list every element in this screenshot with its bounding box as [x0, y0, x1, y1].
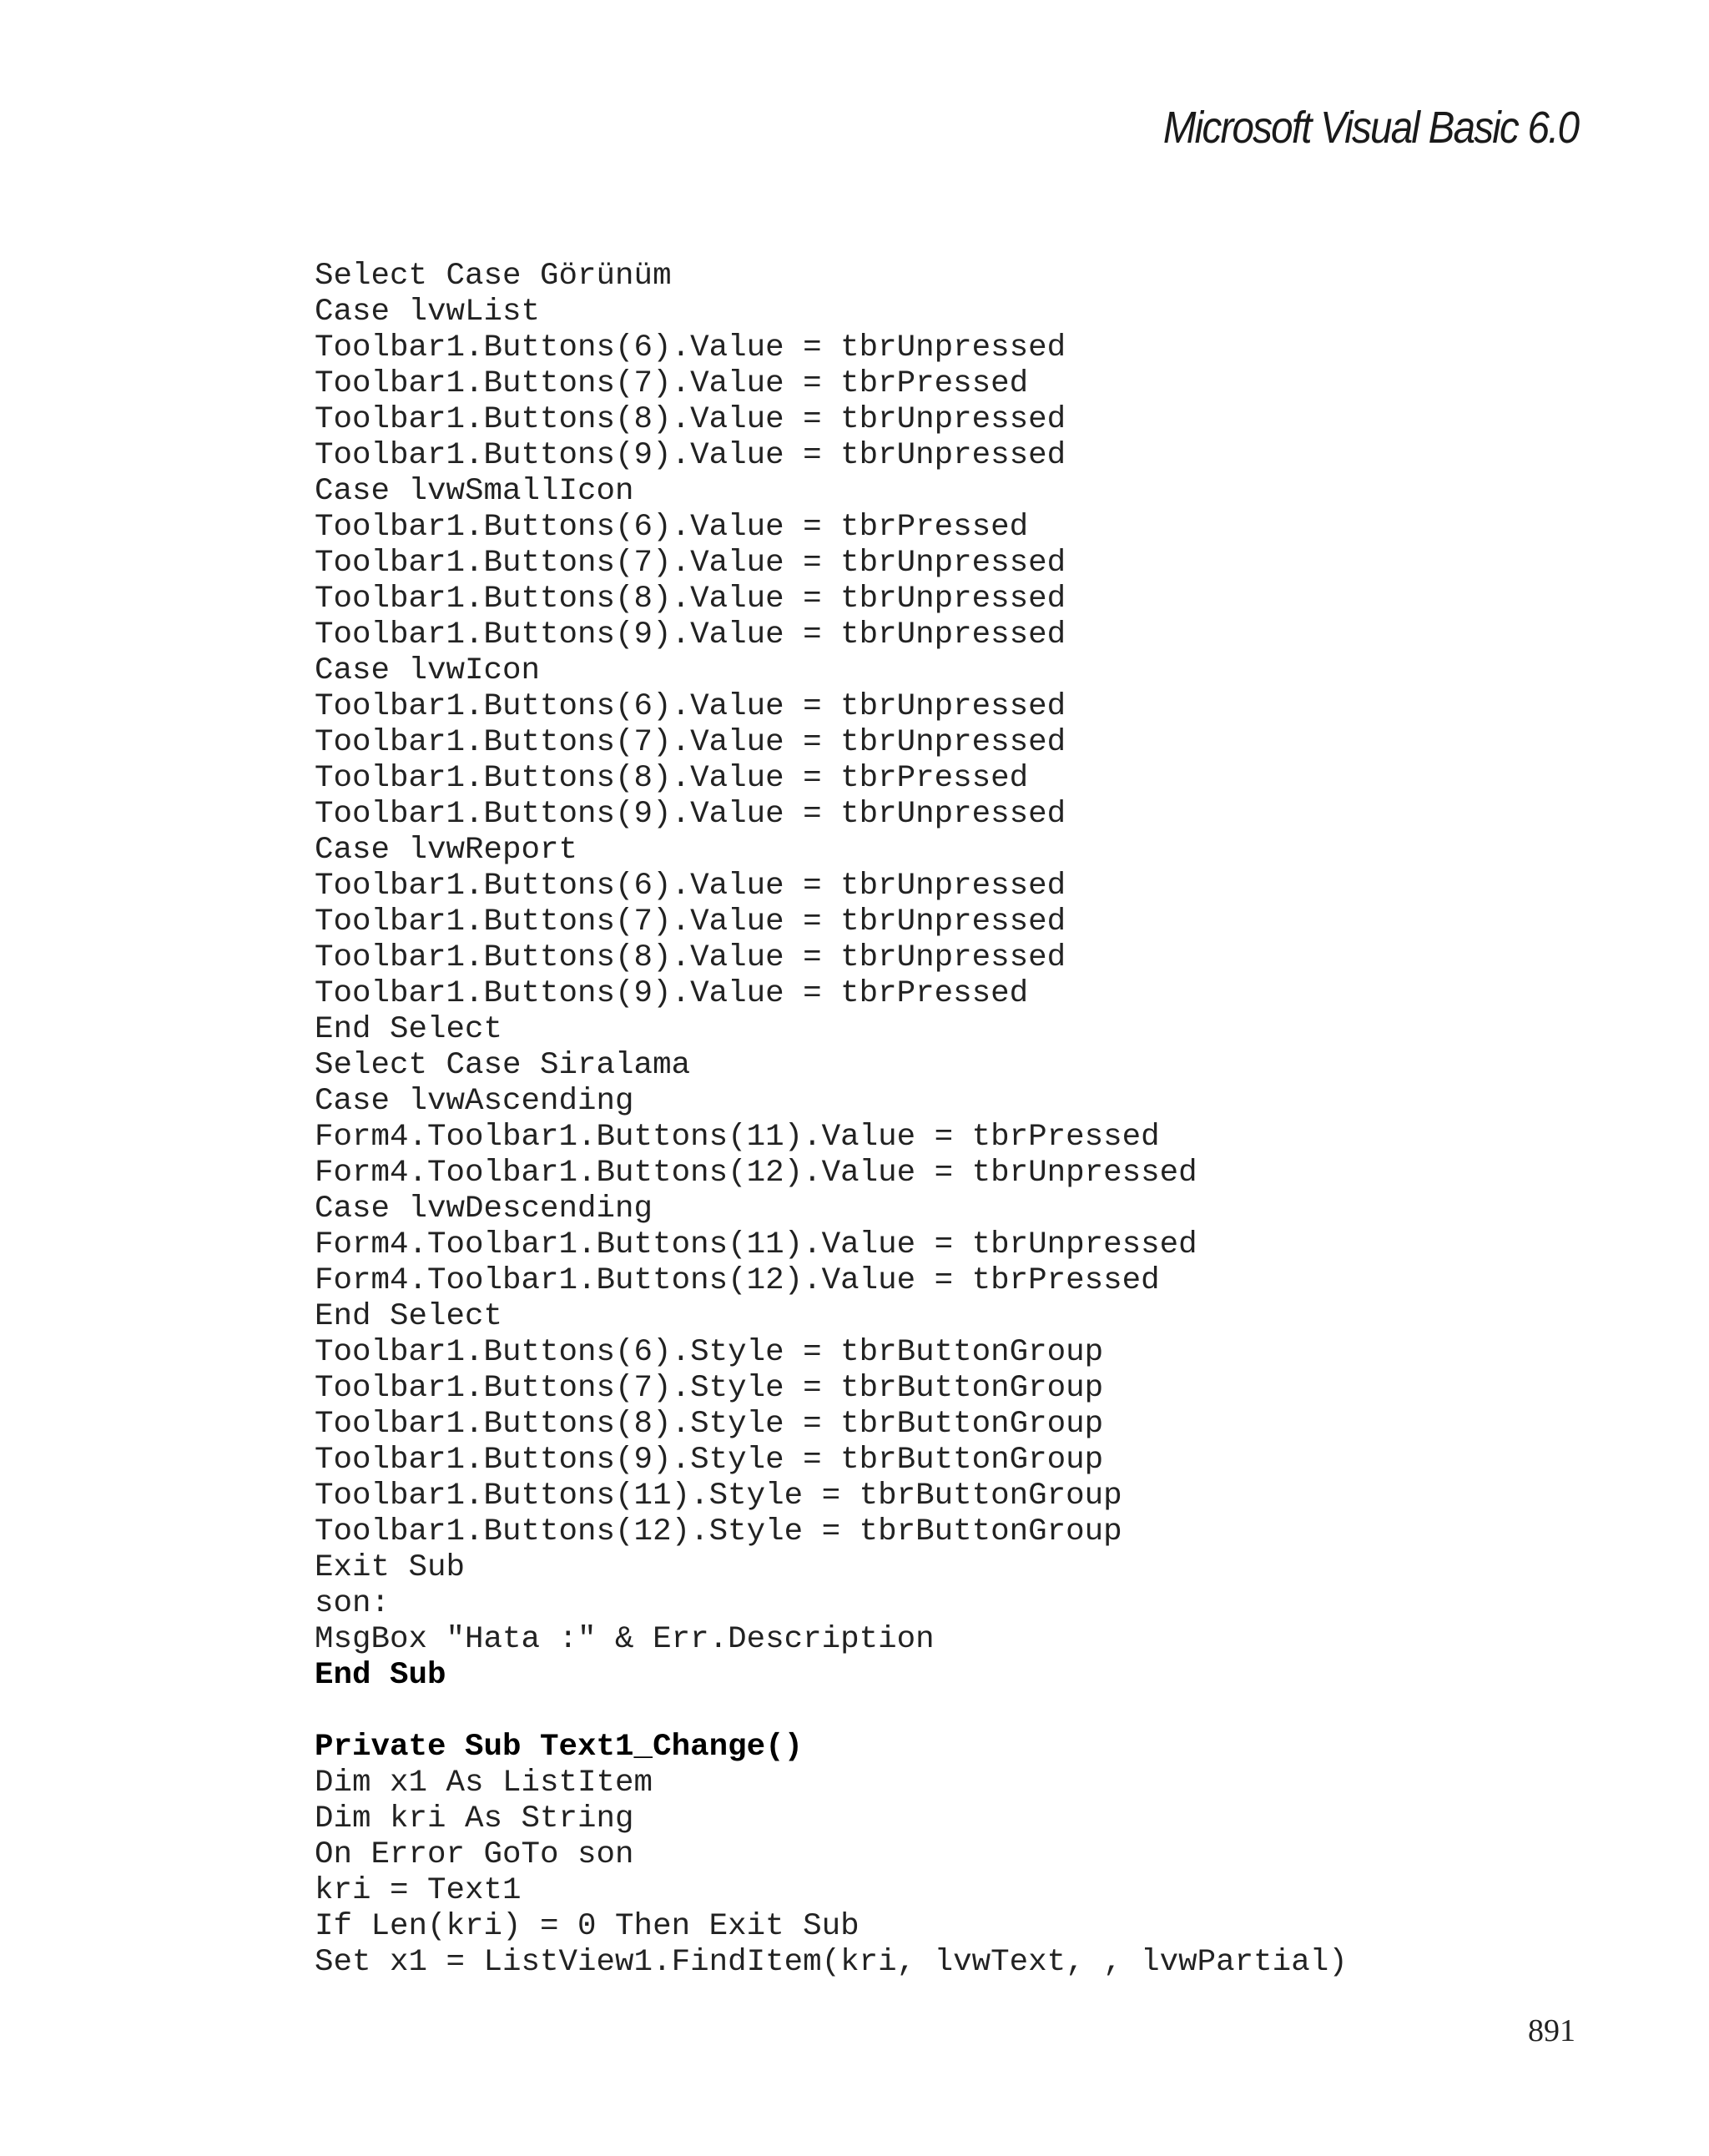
- code-line: Case lvwList: [315, 295, 541, 330]
- code-line: On Error GoTo son: [315, 1837, 634, 1872]
- code-line: Case lvwIcon: [315, 653, 541, 688]
- code-line: Toolbar1.Buttons(11).Style = tbrButtonGroup: [315, 1478, 1122, 1514]
- code-line: Toolbar1.Buttons(7).Style = tbrButtonGroup: [315, 1371, 1104, 1406]
- code-line: Toolbar1.Buttons(8).Style = tbrButtonGroup: [315, 1407, 1104, 1442]
- code-line: Toolbar1.Buttons(6).Style = tbrButtonGroup: [315, 1335, 1104, 1370]
- code-line: Form4.Toolbar1.Buttons(11).Value = tbrPressed: [315, 1120, 1160, 1155]
- code-line: Select Case Siralama: [315, 1048, 691, 1083]
- code-line: Form4.Toolbar1.Buttons(12).Value = tbrPressed: [315, 1263, 1160, 1298]
- code-line: Dim kri As String: [315, 1801, 634, 1836]
- code-line: Case lvwSmallIcon: [315, 474, 634, 509]
- code-line: Toolbar1.Buttons(9).Value = tbrUnpressed: [315, 797, 1066, 832]
- code-line: End Sub: [315, 1658, 446, 1693]
- code-line: Form4.Toolbar1.Buttons(12).Value = tbrUnpressed: [315, 1156, 1197, 1191]
- code-line: Toolbar1.Buttons(7).Value = tbrPressed: [315, 366, 1029, 401]
- code-line: Toolbar1.Buttons(9).Value = tbrUnpressed: [315, 438, 1066, 473]
- code-line: kri = Text1: [315, 1873, 522, 1908]
- code-line: Form4.Toolbar1.Buttons(11).Value = tbrUnpressed: [315, 1227, 1197, 1262]
- code-line: MsgBox "Hata :" & Err.Description: [315, 1622, 935, 1657]
- code-line: Toolbar1.Buttons(9).Value = tbrUnpressed: [315, 617, 1066, 652]
- code-listing: [315, 259, 1616, 1981]
- code-line: Case lvwDescending: [315, 1191, 653, 1227]
- code-line: Toolbar1.Buttons(8).Value = tbrUnpressed: [315, 940, 1066, 975]
- code-line: If Len(kri) = 0 Then Exit Sub: [315, 1909, 860, 1944]
- code-line: Select Case Görünüm: [315, 259, 672, 294]
- code-line: Case lvwAscending: [315, 1084, 634, 1119]
- code-line: Toolbar1.Buttons(8).Value = tbrPressed: [315, 761, 1029, 796]
- code-line: Toolbar1.Buttons(6).Value = tbrUnpressed: [315, 689, 1066, 724]
- code-line: Toolbar1.Buttons(6).Value = tbrUnpressed: [315, 330, 1066, 365]
- code-line: Dim x1 As ListItem: [315, 1766, 653, 1801]
- code-line: Toolbar1.Buttons(12).Style = tbrButtonGroup: [315, 1514, 1122, 1549]
- page-number: 891: [1528, 2013, 1575, 2048]
- code-line: Set x1 = ListView1.FindItem(kri, lvwText, , lvwPartial): [315, 1945, 1348, 1980]
- code-line: Toolbar1.Buttons(8).Value = tbrUnpressed: [315, 402, 1066, 437]
- code-line: son:: [315, 1586, 391, 1621]
- code-line: Toolbar1.Buttons(7).Value = tbrUnpressed: [315, 725, 1066, 760]
- code-line: Toolbar1.Buttons(7).Value = tbrUnpressed: [315, 546, 1066, 581]
- code-line: Private Sub Text1_Change(): [315, 1730, 804, 1765]
- running-header: Microsoft Visual Basic 6.0: [1162, 103, 1578, 153]
- code-line: Toolbar1.Buttons(9).Value = tbrPressed: [315, 976, 1029, 1011]
- code-line: Toolbar1.Buttons(7).Value = tbrUnpressed: [315, 904, 1066, 939]
- code-line: Case lvwReport: [315, 833, 578, 868]
- code-line: Toolbar1.Buttons(8).Value = tbrUnpressed: [315, 582, 1066, 617]
- code-line: Toolbar1.Buttons(6).Value = tbrUnpressed: [315, 869, 1066, 904]
- code-line: Exit Sub: [315, 1550, 466, 1585]
- blank-line: [315, 1694, 1616, 1730]
- code-line: Toolbar1.Buttons(6).Value = tbrPressed: [315, 510, 1029, 545]
- code-line: End Select: [315, 1012, 503, 1047]
- code-line: Toolbar1.Buttons(9).Style = tbrButtonGroup: [315, 1443, 1104, 1478]
- code-line: End Select: [315, 1299, 503, 1334]
